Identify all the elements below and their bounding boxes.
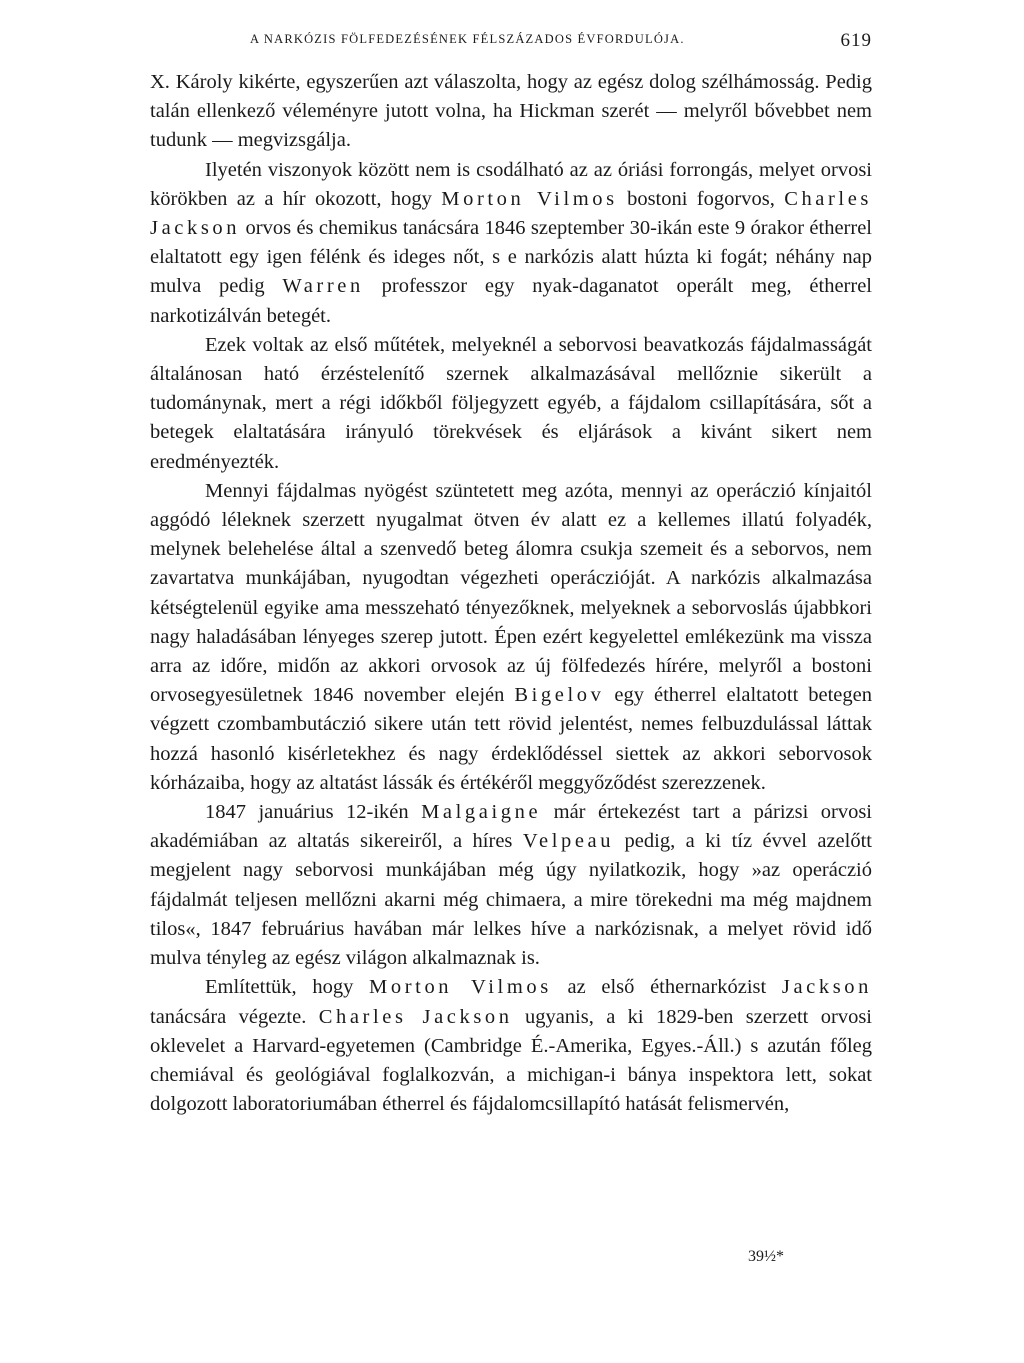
spaced-name: Velpeau (522, 830, 615, 853)
paragraph: Említettük, hogy Morton Vilmos az első éthernarkózist Jackson tanácsára végezte. Charles Jackson ugyanis, a ki 1829-ben szerzett orvosi oklevelet a Harvard-egyetemen (Cambridge É.-Amerika, Egyes.-Áll.) s azután főleg chemiával és geológiával foglalkozván, a michigan-i bánya inspektora lett, sokat dolgozott laboratoriumában étherrel és fájdalomcsillapító hatását felismervén, (150, 976, 872, 1116)
page-number: 619 (840, 30, 872, 51)
running-title: A NARKÓZIS FÖLFEDEZÉSÉNEK FÉLSZÁZADOS ÉVFORDULÓJA. (250, 32, 685, 46)
spaced-name: Bigelov (514, 684, 605, 707)
running-header (150, 30, 872, 54)
printer-signature-mark: 39½* (748, 1248, 784, 1265)
paragraph: X. Károly kikérte, egyszerűen azt válaszolta, hogy az egész dolog szélhámosság. Pedig talán ellenkező véleményre jutott volna, ha Hickman szerét — melyről bővebbet nem tudunk — megvizsgálja. (150, 71, 872, 152)
spaced-name: Malgaigne (421, 801, 542, 824)
spaced-name: Jackson (781, 976, 872, 999)
paragraph: Ilyetén viszonyok között nem is csodálható az az óriási forrongás, melyet orvosi körökben az a hír okozott, hogy Morton Vilmos bostoni fogorvos, Charles Jackson orvos és chemikus tanácsára 1846 szeptember 30-ikán este 9 órakor étherrel elaltatott egy igen félénk és ideges nőt, s e narkózis alatt húzta ki fogát; néhány nap mulva pedig Warren professzor egy nyak-daganatot operált meg, étherrel narkotizálván betegét. (150, 158, 873, 327)
paragraph: Mennyi fájdalmas nyögést szüntetett meg azóta, mennyi az operáczió kínjaitól aggódó léleknek szerzett nyugalmat ötven év alatt ez a kellemes illatú folyadék, melynek belehelése által a szenvedő beteg álomra csukja szemeit és a seborvos, nem zavartatva munkájában, nyugodtan végezheti operáczióját. A narkózis alkalmazása kétségtelenül egyike ama messzeható tényezőknek, melyeknek a seborvoslás újabbkori nagy haladásában lényeges szerep jutott. Épen ezért kegyelettel emlékezünk ma vissza arra az időre, midőn az akkori orvosok az új fölfedezés hírére, melyről a bostoni orvosegyesületnek 1846 november elején Bigelov egy étherrel elaltatott betegen végzett czombambutáczió sikere után tett rövid jelentést, nemes felbuzdulással láttak hozzá hasonló kisérletekhez és nagy érdeklődéssel siettek az akkori seborvosok kórházaiba, hogy az altatást lássák és értékéről meggyőződést szerezzenek. (150, 479, 872, 794)
paragraph: Ezek voltak az első műtétek, melyeknél a seborvosi beavatkozás fájdalmasságát általánosan ható érzéstelenítő szernek alkalmazásával mellőznie sikerült a tudománynak, mert a régi időkből följegyzett egyéb, a fájdalom csillapítására, sőt a betegek elaltatására irányuló törekvések és eljárások a kivánt sikert nem eredményezték. (150, 333, 872, 473)
spaced-name: Charles Jackson (318, 1005, 513, 1028)
spaced-name: Morton Vilmos (441, 187, 618, 210)
spaced-name: Warren (282, 275, 364, 298)
body-text (150, 68, 872, 1119)
paragraph: 1847 januárius 12-ikén Malgaigne már értekezést tart a párizsi orvosi akadémiában az altatás sikereiről, a híres Velpeau pedig, a ki tíz évvel azelőtt megjelent nagy seborvosi munkájában még úgy nyilatkozik, hogy »az operáczió fájdalmát teljesen mellőzni akarni még chimaera, a mire törekedni ma még majdnem tilos«, 1847 februárius havában már lelkes híve a narkózisnak, a melyet rövid idő mulva tényleg az egész világon alkalmaznak is. (150, 801, 872, 970)
spaced-name: Charles Jackson (150, 187, 873, 240)
spaced-name: Morton Vilmos (369, 976, 552, 999)
document-page (150, 30, 872, 1119)
